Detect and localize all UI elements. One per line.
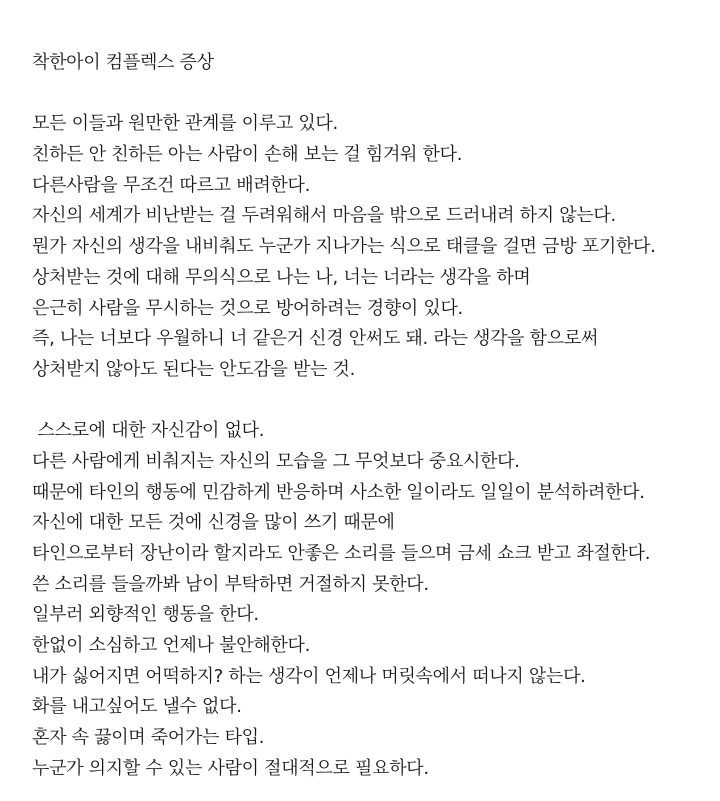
text-line: 쓴 소리를 들을까봐 남이 부탁하면 거절하지 못한다. [32, 573, 429, 595]
blank-line [32, 79, 720, 110]
text-line: 상처받는 것에 대해 무의식으로 나는 나, 너는 너라는 생각을 하며 [32, 266, 531, 288]
text-line: 다른사람을 무조건 따르고 배려한다. [32, 174, 311, 196]
paragraph-1 [32, 109, 720, 385]
text-line: 뭔가 자신의 생각을 내비춰도 누군가 지나가는 식으로 태클을 걸면 금방 포기한다. [32, 236, 656, 258]
text-line: 모든 이들과 원만한 관계를 이루고 있다. [32, 113, 338, 135]
blank-line [32, 386, 720, 417]
text-line: 누군가 의지할 수 있는 사람이 절대적으로 필요하다. [32, 757, 429, 779]
text-line: 혼자 속 끓이며 죽어가는 타입. [32, 727, 265, 749]
text-line: 상처받지 않아도 된다는 안도감을 받는 것. [32, 358, 356, 380]
text-line: 은근히 사람을 무시하는 것으로 방어하려는 경향이 있다. [32, 297, 463, 319]
paragraph-2 [32, 416, 720, 784]
text-line: 한없이 소심하고 언제나 불안해한다. [32, 635, 311, 657]
text-line: 일부러 외향적인 행동을 한다. [32, 604, 259, 626]
text-line: 내가 싫어지면 어떡하지? 하는 생각이 언제나 머릿속에서 떠나지 않는다. [32, 665, 586, 687]
text-line: 친하든 안 친하든 아는 사람이 손해 보는 걸 힘겨워 한다. [32, 144, 463, 166]
text-line: 타인으로부터 장난이라 할지라도 안좋은 소리를 들으며 금세 쇼크 받고 좌절한다. [32, 543, 651, 564]
text-line: 다른 사람에게 비춰지는 자신의 모습을 그 무엇보다 중요시한다. [32, 450, 520, 472]
text-line: 자신의 세계가 비난받는 걸 두려워해서 마음을 밖으로 드러내려 하지 않는다. [32, 205, 616, 227]
text-line: 자신에 대한 모든 것에 신경을 많이 쓰기 때문에 [32, 512, 395, 534]
text-line: 화를 내고싶어도 낼수 없다. [32, 696, 242, 718]
document-title: 착한아이 컴플렉스 증상 [32, 52, 214, 73]
text-line: 때문에 타인의 행동에 민감하게 반응하며 사소한 일이라도 일일이 분석하려한다. [32, 481, 645, 503]
text-line: 스스로에 대한 자신감이 없다. [32, 420, 265, 442]
text-line: 즉, 나는 너보다 우월하니 너 같은거 신경 안써도 돼. 라는 생각을 함으로써 [32, 328, 599, 350]
